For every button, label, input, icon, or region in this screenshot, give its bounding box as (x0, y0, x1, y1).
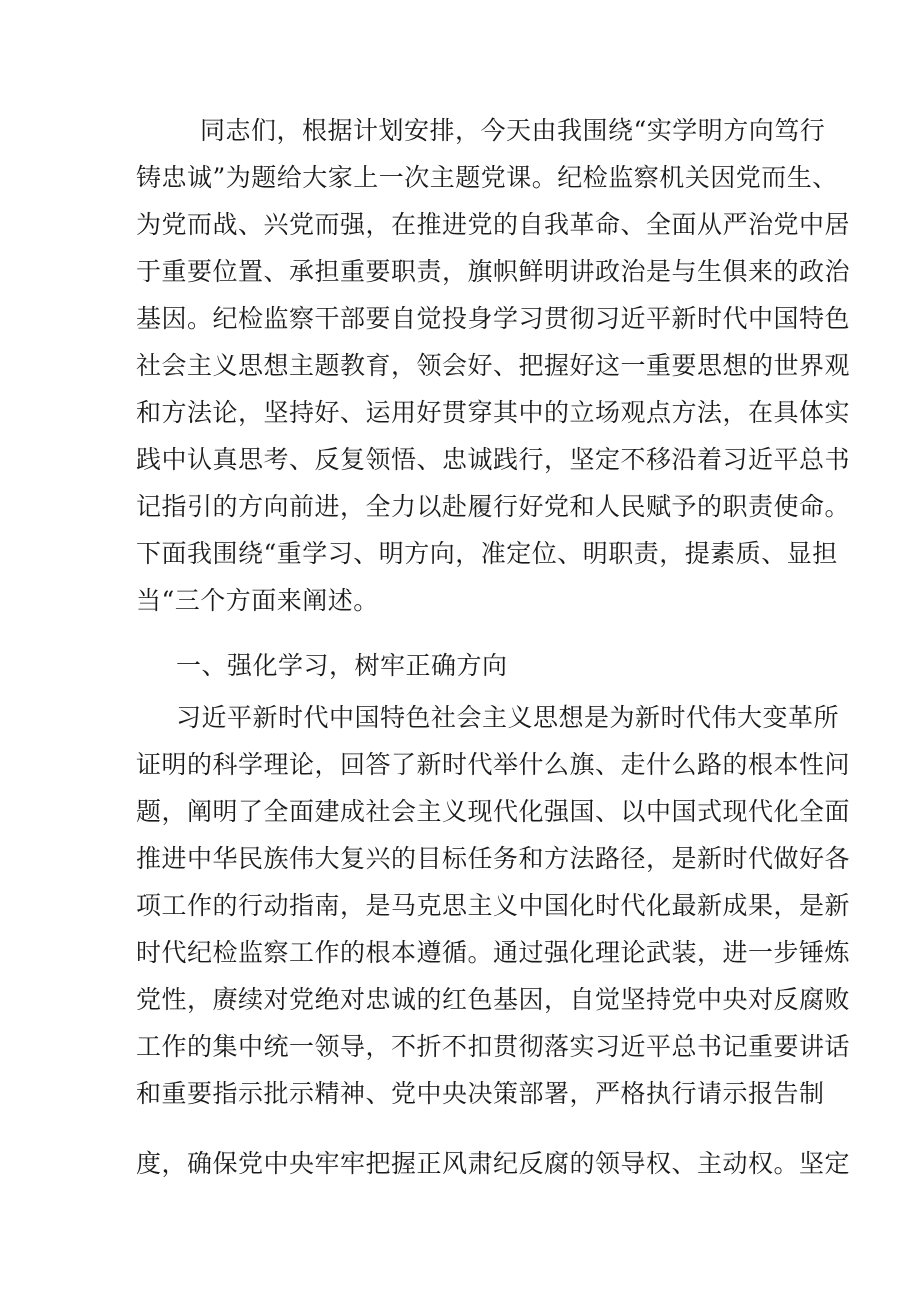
para2-line-2: 证明的科学理论，回答了新时代举什么旗、走什么路的根本性问 (136, 750, 851, 779)
para2-line-3: 题，阐明了全面建成社会主义现代化强国、以中国式现代化全面 (136, 797, 851, 826)
para2-line-9: 和重要指示批示精神、党中央决策部署，严格执行请示报告制 (136, 1079, 825, 1108)
para1-line-1: 同志们，根据计划安排，今天由我围绕“实学明方向笃行 (200, 116, 826, 145)
para2-line-8: 工作的集中统一领导，不折不扣贯彻落实习近平总书记重要讲话 (136, 1032, 851, 1061)
para1-line-3: 为党而战、兴党而强，在推进党的自我革命、全面从严治党中居 (136, 210, 851, 239)
para1-line-9: 记指引的方向前进，全力以赴履行好党和人民赋予的职责使命。 (136, 492, 851, 521)
para2-line-1: 习近平新时代中国特色社会主义思想是为新时代伟大变革所 (176, 703, 840, 732)
para2-line-7: 党性，赓续对党绝对忠诚的红色基因，自觉坚持党中央对反腐败 (136, 985, 851, 1014)
para1-line-8: 践中认真思考、反复领悟、忠诚践行，坚定不移沿着习近平总书 (136, 445, 851, 474)
para1-line-10: 下面我围绕“重学习、明方向，准定位、明职责，提素质、显担 (136, 539, 838, 568)
para1-line-6: 社会主义思想主题教育，领会好、把握好这一重要思想的世界观 (136, 351, 851, 380)
para2-line-10: 度，确保党中央牢牢把握正风肃纪反腐的领导权、主动权。坚定 (136, 1149, 851, 1178)
para2-line-5: 项工作的行动指南，是马克思主义中国化时代化最新成果，是新 (136, 891, 851, 920)
para1-line-4: 于重要位置、承担重要职责，旗帜鲜明讲政治是与生俱来的政治 (136, 257, 851, 286)
para1-line-11: 当“三个方面来阐述。 (136, 586, 379, 615)
section-heading-1: 一、强化学习，树牢正确方向 (176, 651, 508, 680)
para1-line-5: 基因。纪检监察干部要自觉投身学习贯彻习近平新时代中国特色 (136, 304, 851, 333)
para1-line-2: 铸忠诚”为题给大家上一次主题党课。纪检监察机关因党而生、 (136, 163, 838, 192)
para2-line-4: 推进中华民族伟大复兴的目标任务和方法路径，是新时代做好各 (136, 844, 851, 873)
para1-line-7: 和方法论，坚持好、运用好贯穿其中的立场观点方法，在具体实 (136, 398, 851, 427)
para2-line-6: 时代纪检监察工作的根本遵循。通过强化理论武装，进一步锤炼 (136, 938, 851, 967)
